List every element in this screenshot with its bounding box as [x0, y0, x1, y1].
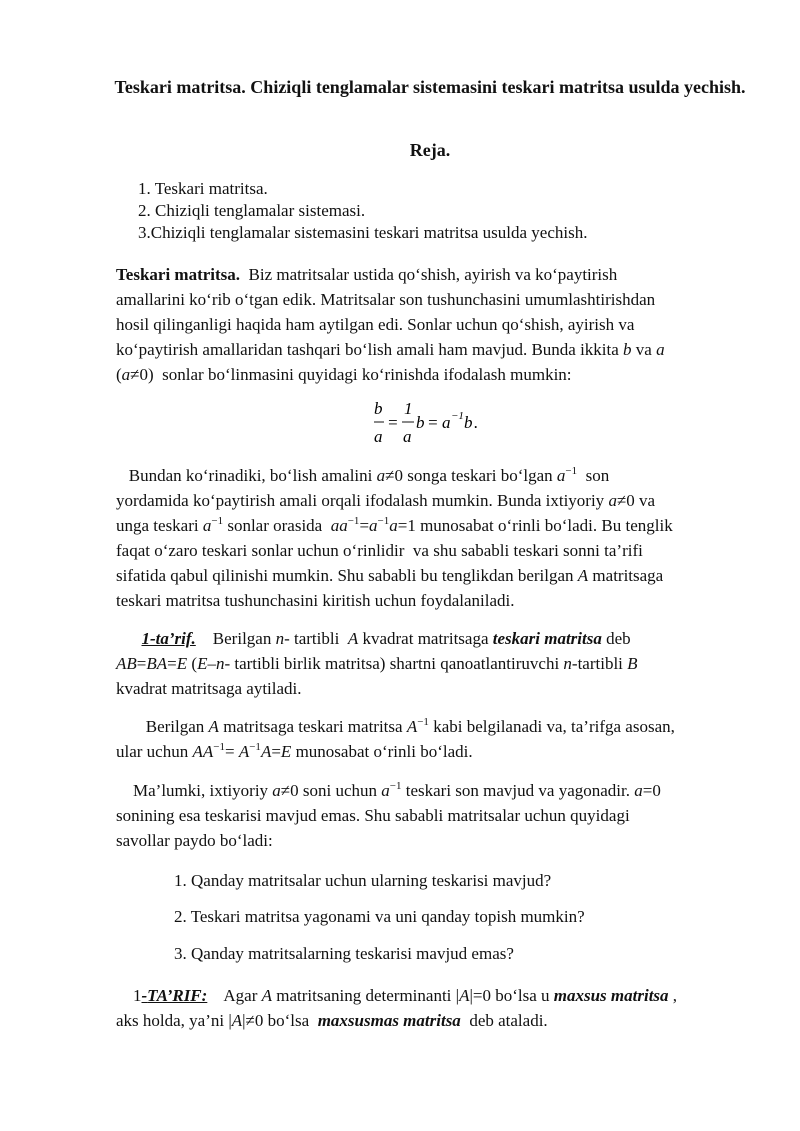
svg-text:a: a [442, 413, 451, 432]
division-formula [374, 398, 514, 448]
plan-heading: Reja. [409, 140, 451, 160]
svg-text:a: a [403, 427, 412, 446]
svg-text:=: = [387, 413, 399, 432]
division-paragraph: Bundan ko‘rinadiki, bo‘lish amalini a≠0 songa teskari bo‘lgan $a^{-1}$ son yordamida ko‘paytirish amali orqali ifodalash mumkin. Bunda ixtiyoriy a≠0 va unga teskari $a^{-1}$ sonlar orasida $aa^{-1}=a^{-1}a=1$ munosabat o‘rinli bo‘ladi. Bu tenglik faqat o‘zaro teskari sonlar uchun o‘rinlidir va shu sababli teskari sonni ta’rifi sifatida qabul qilinishi mumkin. Shu sababli bu tenglikdan berilgan A matritsaga teskari matritsa tushunchasini kiritish uchun foydalaniladi. [116, 465, 673, 610]
svg-text:a: a [374, 427, 383, 446]
svg-text:1: 1 [404, 399, 413, 418]
question-item: 1. Qanday matritsalar uchun ularning teskarisi mavjud? [174, 871, 552, 890]
existence-paragraph: Ma’lumki, ixtiyoriy a≠0 soni uchun $a^{-1}$ teskari son mavjud va yagonadir. a=0 sonining esa teskarisi mavjud emas. Shu sababli matritsalar uchun quyidagi savollar paydo bo‘ladi: [116, 780, 661, 850]
definition-2-label: TA’RIF: [147, 986, 208, 1005]
inverse-notation-paragraph: Berilgan A matritsaga teskari matritsa $A^{-1}$ kabi belgilanadi va, ta’rifga asosan, ular uchun $AA^{-1}= A^{-1}A=E$ munosabat o‘rinli bo‘ladi. [116, 716, 675, 761]
definition-1-label: 1-ta’rif. [141, 629, 196, 648]
plan-list [138, 178, 587, 244]
plan-item: 1. Teskari matritsa. [138, 179, 268, 198]
definition-1-term: teskari matritsa [492, 629, 602, 648]
svg-text:b: b [374, 399, 383, 418]
definition-2-term-b: maxsusmas matritsa [317, 1011, 461, 1030]
question-item: 2. Teskari matritsa yagonami va uni qanday topish mumkin? [174, 907, 585, 926]
svg-text:.: . [474, 413, 479, 432]
section-heading: Teskari matritsa. [116, 265, 241, 284]
plan-item: 3.Chiziqli tenglamalar sistemasini teskari matritsa usulda yechish. [138, 223, 588, 242]
question-item: 3. Qanday matritsalarning teskarisi mavjud emas? [174, 944, 514, 963]
svg-text:b: b [464, 413, 473, 432]
page-title: Teskari matritsa. Chiziqli tenglamalar sistemasini teskari matritsa usulda yechish. [114, 77, 746, 97]
svg-text:b: b [416, 413, 425, 432]
definition-2-term-a: maxsus matritsa [553, 986, 669, 1005]
plan-item: 2. Chiziqli tenglamalar sistemasi. [138, 201, 366, 220]
definition-2-paragraph: 1-TA’RIF: Agar A matritsaning determinanti |A|=0 bo‘lsa u maxsus matritsa , aks holda, ya’ni |A|≠0 bo‘lsa maxsusmas matritsa deb ataladi. [116, 986, 678, 1030]
definition-1-paragraph: 1-ta’rif. Berilgan n- tartibli A kvadrat matritsaga teskari matritsa deb AB=BA=E (E–n- tartibli birlik matritsa) shartni qanoatlantiruvchi n-tartibli B kvadrat matritsaga aytiladi. [116, 629, 638, 698]
intro-paragraph: Teskari matritsa. Biz matritsalar ustida qo‘shish, ayirish va ko‘paytirish amallarini ko‘rib o‘tgan edik. Matritsalar son tushunchasini umumlashtirishdan hosil qilinganligi haqida ham aytilgan edi. Sonlar uchun qo‘shish, ayirish va ko‘paytirish amallaridan tashqari bo‘lish amali ham mavjud. Bunda ikkita b va a (a≠0) sonlar bo‘linmasini quyidagi ko‘rinishda ifodalash mumkin: [116, 265, 665, 384]
svg-text:−1: −1 [451, 410, 464, 422]
svg-text:=: = [427, 413, 439, 432]
